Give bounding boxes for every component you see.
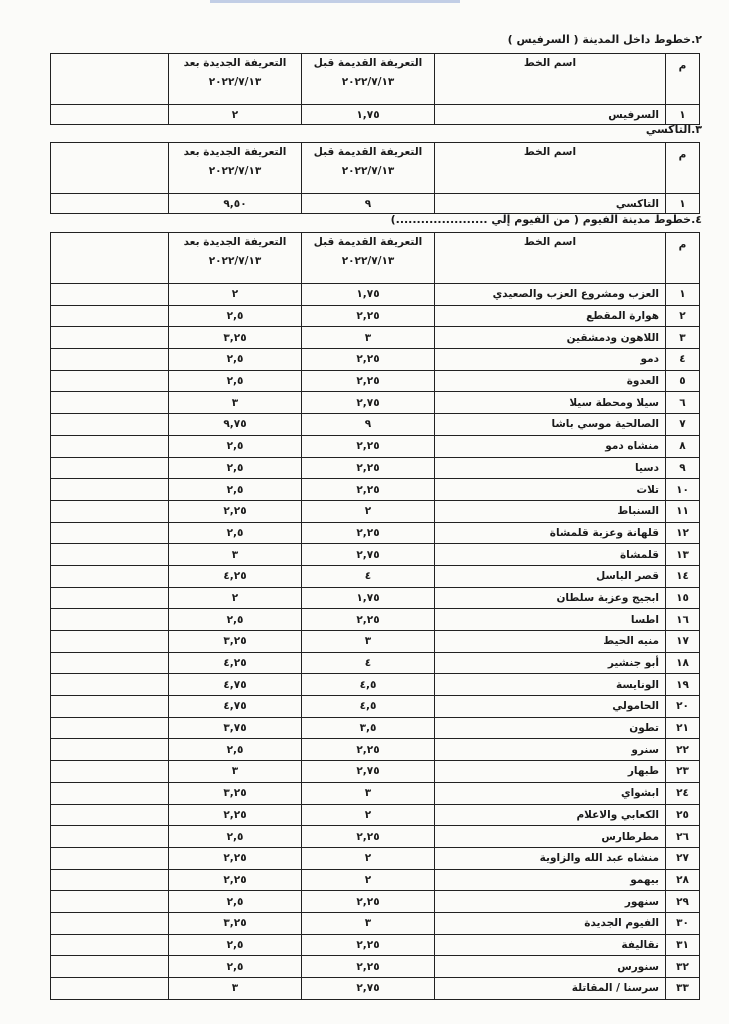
new-fare: ٢,٥ <box>169 739 302 761</box>
row-number: ١٠ <box>666 479 700 501</box>
line-name: منشاه دمو <box>435 435 666 457</box>
old-fare: ٢,٢٥ <box>302 435 435 457</box>
line-name: الونايسة <box>435 674 666 696</box>
table-row <box>51 631 700 653</box>
new-fare: ٢,٢٥ <box>169 804 302 826</box>
line-name: السرفيس <box>435 105 666 125</box>
new-fare: ٣ <box>169 544 302 566</box>
row-number: ٣ <box>666 327 700 349</box>
line-name: سنرو <box>435 739 666 761</box>
notes-cell <box>51 717 169 739</box>
line-name: تطون <box>435 717 666 739</box>
header-new-date: ٢٠٢٢/٧/١٣ <box>208 76 262 88</box>
old-fare: ٢ <box>302 500 435 522</box>
old-fare: ٣ <box>302 912 435 934</box>
new-fare: ٢,٥ <box>169 349 302 371</box>
row-number: ٢٣ <box>666 761 700 783</box>
line-name: منشاه عبد الله والزاوية <box>435 847 666 869</box>
new-fare: ٢,٥ <box>169 891 302 913</box>
section-2-heading: ٢.خطوط داخل المدينة ( السرفيس ) <box>507 33 702 46</box>
header-line-name <box>435 143 666 194</box>
old-fare: ٢,٢٥ <box>302 349 435 371</box>
table-row <box>51 522 700 544</box>
row-number: ٢ <box>666 305 700 327</box>
old-fare: ٢,٧٥ <box>302 392 435 414</box>
header-old-date: ٢٠٢٢/٧/١٣ <box>341 76 395 88</box>
table-row <box>51 479 700 501</box>
table-row <box>51 414 700 436</box>
header-new-fare <box>169 54 302 105</box>
header-old-label: التعريفة القديمة قبل <box>313 146 423 158</box>
old-fare: ٣,٥ <box>302 717 435 739</box>
header-old-fare <box>302 233 435 284</box>
table-row <box>51 934 700 956</box>
notes-cell <box>51 105 169 125</box>
line-name: قلهانة وعزبة قلمشاة <box>435 522 666 544</box>
old-fare: ٢,٢٥ <box>302 609 435 631</box>
old-fare: ٢,٢٥ <box>302 457 435 479</box>
new-fare: ٣,٢٥ <box>169 912 302 934</box>
line-name: العزب ومشروع العزب والصعيدي <box>435 284 666 306</box>
header-old-fare <box>302 54 435 105</box>
notes-cell <box>51 869 169 891</box>
table-row <box>51 804 700 826</box>
old-fare: ٤,٥ <box>302 696 435 718</box>
table-row <box>51 435 700 457</box>
line-name: منيه الحيط <box>435 631 666 653</box>
row-number: ٢١ <box>666 717 700 739</box>
header-notes <box>51 54 169 105</box>
row-number: ٣١ <box>666 934 700 956</box>
line-name: تلات <box>435 479 666 501</box>
table-row <box>51 565 700 587</box>
old-fare: ٢ <box>302 869 435 891</box>
old-fare: ٢,٢٥ <box>302 479 435 501</box>
new-fare: ٢,٥ <box>169 956 302 978</box>
table-row <box>51 696 700 718</box>
old-fare: ٢ <box>302 847 435 869</box>
notes-cell <box>51 956 169 978</box>
notes-cell <box>51 194 169 214</box>
row-number: ٢٠ <box>666 696 700 718</box>
new-fare: ٢ <box>169 587 302 609</box>
section-4-table <box>50 232 700 1000</box>
new-fare: ٢,٥ <box>169 479 302 501</box>
new-fare: ٤,٧٥ <box>169 696 302 718</box>
old-fare: ١,٧٥ <box>302 284 435 306</box>
old-fare: ٢,٢٥ <box>302 305 435 327</box>
row-number: ١٩ <box>666 674 700 696</box>
row-number: ١٦ <box>666 609 700 631</box>
notes-cell <box>51 500 169 522</box>
table-row <box>51 956 700 978</box>
table-row <box>51 500 700 522</box>
notes-cell <box>51 565 169 587</box>
new-fare: ٢ <box>169 284 302 306</box>
row-number: ١ <box>666 284 700 306</box>
notes-cell <box>51 696 169 718</box>
header-notes <box>51 233 169 284</box>
table-row <box>51 544 700 566</box>
header-new-label: التعريفة الجديدة بعد <box>183 236 287 248</box>
header-old-label: التعريفة القديمة قبل <box>313 57 423 69</box>
header-old-label: التعريفة القديمة قبل <box>313 236 423 248</box>
notes-cell <box>51 739 169 761</box>
old-fare: ١,٧٥ <box>302 105 435 125</box>
old-fare: ٢,٧٥ <box>302 978 435 1000</box>
notes-cell <box>51 782 169 804</box>
section-2-table <box>50 53 700 125</box>
line-name: اللاهون ودمشقين <box>435 327 666 349</box>
notes-cell <box>51 934 169 956</box>
table-row <box>51 826 700 848</box>
notes-cell <box>51 609 169 631</box>
header-new-fare <box>169 233 302 284</box>
header-new-date: ٢٠٢٢/٧/١٣ <box>208 255 262 267</box>
table-row <box>51 349 700 371</box>
old-fare: ٢,٢٥ <box>302 826 435 848</box>
line-name: سنهور <box>435 891 666 913</box>
row-number: ٢٨ <box>666 869 700 891</box>
table-row <box>51 609 700 631</box>
new-fare: ٣ <box>169 761 302 783</box>
line-name: قلمشاة <box>435 544 666 566</box>
notes-cell <box>51 804 169 826</box>
line-name: الصالحية موسي باشا <box>435 414 666 436</box>
new-fare: ٣,٢٥ <box>169 327 302 349</box>
header-line-label: اسم الخط <box>523 146 577 158</box>
notes-cell <box>51 435 169 457</box>
old-fare: ١,٧٥ <box>302 587 435 609</box>
old-fare: ٢,٧٥ <box>302 544 435 566</box>
table-row <box>51 717 700 739</box>
old-fare: ٢,٢٥ <box>302 934 435 956</box>
new-fare: ٢,٥ <box>169 435 302 457</box>
notes-cell <box>51 544 169 566</box>
line-name: الفيوم الجديدة <box>435 912 666 934</box>
table-row <box>51 782 700 804</box>
row-number: ١٢ <box>666 522 700 544</box>
table-row <box>51 327 700 349</box>
line-name: اطسا <box>435 609 666 631</box>
line-name: سرسنا / المقاتلة <box>435 978 666 1000</box>
table-row <box>51 105 700 125</box>
row-number: ٩ <box>666 457 700 479</box>
line-name: بيهمو <box>435 869 666 891</box>
line-name: هوارة المقطع <box>435 305 666 327</box>
row-number: ١ <box>666 194 700 214</box>
header-new-fare <box>169 143 302 194</box>
row-number: ٢٢ <box>666 739 700 761</box>
old-fare: ٣ <box>302 782 435 804</box>
table-row <box>51 674 700 696</box>
table-row <box>51 891 700 913</box>
notes-cell <box>51 327 169 349</box>
row-number: ٢٤ <box>666 782 700 804</box>
header-new-label: التعريفة الجديدة بعد <box>183 57 287 69</box>
row-number: ١٨ <box>666 652 700 674</box>
old-fare: ٩ <box>302 414 435 436</box>
line-name: السنباط <box>435 500 666 522</box>
old-fare: ٢,٢٥ <box>302 522 435 544</box>
notes-cell <box>51 912 169 934</box>
old-fare: ٤,٥ <box>302 674 435 696</box>
old-fare: ٤ <box>302 652 435 674</box>
row-number: ١٧ <box>666 631 700 653</box>
line-name: التاكسي <box>435 194 666 214</box>
notes-cell <box>51 674 169 696</box>
table-row <box>51 847 700 869</box>
new-fare: ٤,٧٥ <box>169 674 302 696</box>
line-name: ابشواي <box>435 782 666 804</box>
row-number: ٢٧ <box>666 847 700 869</box>
header-old-date: ٢٠٢٢/٧/١٣ <box>341 165 395 177</box>
line-name: الحامولي <box>435 696 666 718</box>
header-line-label: اسم الخط <box>523 236 577 248</box>
notes-cell <box>51 349 169 371</box>
new-fare: ٢,٥ <box>169 457 302 479</box>
new-fare: ٢,٥ <box>169 370 302 392</box>
table-row <box>51 869 700 891</box>
new-fare: ٤,٢٥ <box>169 652 302 674</box>
new-fare: ٤,٢٥ <box>169 565 302 587</box>
new-fare: ٣,٢٥ <box>169 782 302 804</box>
row-number: ٥ <box>666 370 700 392</box>
line-name: قصر الباسل <box>435 565 666 587</box>
table-row <box>51 370 700 392</box>
table-row <box>51 457 700 479</box>
old-fare: ٢,٧٥ <box>302 761 435 783</box>
scan-edge-mark <box>210 0 460 3</box>
new-fare: ٢,٢٥ <box>169 869 302 891</box>
row-number: ١١ <box>666 500 700 522</box>
notes-cell <box>51 891 169 913</box>
row-number: ٣٢ <box>666 956 700 978</box>
row-number: ٦ <box>666 392 700 414</box>
line-name: سيلا ومحطة سيلا <box>435 392 666 414</box>
row-number: ٢٦ <box>666 826 700 848</box>
old-fare: ٢,٢٥ <box>302 891 435 913</box>
notes-cell <box>51 652 169 674</box>
header-num: م <box>666 54 700 105</box>
row-number: ٢٥ <box>666 804 700 826</box>
new-fare: ٢,٥ <box>169 934 302 956</box>
notes-cell <box>51 305 169 327</box>
notes-cell <box>51 587 169 609</box>
line-name: نقاليفة <box>435 934 666 956</box>
table-header-row <box>51 233 700 284</box>
header-line-label: اسم الخط <box>523 57 577 69</box>
new-fare: ٢,٥ <box>169 826 302 848</box>
row-number: ٨ <box>666 435 700 457</box>
row-number: ٤ <box>666 349 700 371</box>
table-row <box>51 587 700 609</box>
new-fare: ٢,٥ <box>169 609 302 631</box>
old-fare: ٢ <box>302 804 435 826</box>
new-fare: ٩,٧٥ <box>169 414 302 436</box>
header-line-name <box>435 54 666 105</box>
section-3-heading: ٣.التاكسي <box>645 123 702 136</box>
line-name: أبو جنشير <box>435 652 666 674</box>
old-fare: ٩ <box>302 194 435 214</box>
header-notes <box>51 143 169 194</box>
old-fare: ٢,٢٥ <box>302 956 435 978</box>
notes-cell <box>51 978 169 1000</box>
new-fare: ٩,٥٠ <box>169 194 302 214</box>
line-name: العدوة <box>435 370 666 392</box>
header-line-name <box>435 233 666 284</box>
table-row <box>51 652 700 674</box>
new-fare: ٣,٢٥ <box>169 631 302 653</box>
old-fare: ٢,٢٥ <box>302 739 435 761</box>
notes-cell <box>51 826 169 848</box>
notes-cell <box>51 847 169 869</box>
row-number: ٢٩ <box>666 891 700 913</box>
old-fare: ٣ <box>302 631 435 653</box>
header-old-date: ٢٠٢٢/٧/١٣ <box>341 255 395 267</box>
section-4-heading: ٤.خطوط مدينة الفيوم ( من الفيوم إلي ......................) <box>390 213 702 226</box>
header-new-label: التعريفة الجديدة بعد <box>183 146 287 158</box>
new-fare: ٢,٢٥ <box>169 500 302 522</box>
table-row <box>51 912 700 934</box>
notes-cell <box>51 392 169 414</box>
row-number: ١٥ <box>666 587 700 609</box>
table-row <box>51 392 700 414</box>
table-header-row <box>51 143 700 194</box>
table-header-row <box>51 54 700 105</box>
line-name: دمو <box>435 349 666 371</box>
line-name: دسيا <box>435 457 666 479</box>
new-fare: ٣ <box>169 392 302 414</box>
table-row <box>51 305 700 327</box>
header-num: م <box>666 233 700 284</box>
notes-cell <box>51 761 169 783</box>
new-fare: ٢,٢٥ <box>169 847 302 869</box>
line-name: طبهار <box>435 761 666 783</box>
table-row <box>51 194 700 214</box>
old-fare: ٣ <box>302 327 435 349</box>
new-fare: ٣ <box>169 978 302 1000</box>
row-number: ١٤ <box>666 565 700 587</box>
notes-cell <box>51 284 169 306</box>
notes-cell <box>51 479 169 501</box>
header-old-fare <box>302 143 435 194</box>
notes-cell <box>51 457 169 479</box>
table-row <box>51 284 700 306</box>
notes-cell <box>51 631 169 653</box>
new-fare: ٢,٥ <box>169 305 302 327</box>
table-row <box>51 978 700 1000</box>
notes-cell <box>51 414 169 436</box>
notes-cell <box>51 522 169 544</box>
old-fare: ٢,٢٥ <box>302 370 435 392</box>
row-number: ١٣ <box>666 544 700 566</box>
header-num: م <box>666 143 700 194</box>
new-fare: ٢ <box>169 105 302 125</box>
notes-cell <box>51 370 169 392</box>
line-name: الكعابي والاعلام <box>435 804 666 826</box>
row-number: ١ <box>666 105 700 125</box>
section-3-table <box>50 142 700 214</box>
line-name: سنورس <box>435 956 666 978</box>
row-number: ٧ <box>666 414 700 436</box>
line-name: مطرطارس <box>435 826 666 848</box>
row-number: ٣٣ <box>666 978 700 1000</box>
line-name: ابجيج وعزبة سلطان <box>435 587 666 609</box>
table-row <box>51 761 700 783</box>
row-number: ٣٠ <box>666 912 700 934</box>
old-fare: ٤ <box>302 565 435 587</box>
table-row <box>51 739 700 761</box>
header-new-date: ٢٠٢٢/٧/١٣ <box>208 165 262 177</box>
new-fare: ٢,٥ <box>169 522 302 544</box>
new-fare: ٣,٧٥ <box>169 717 302 739</box>
